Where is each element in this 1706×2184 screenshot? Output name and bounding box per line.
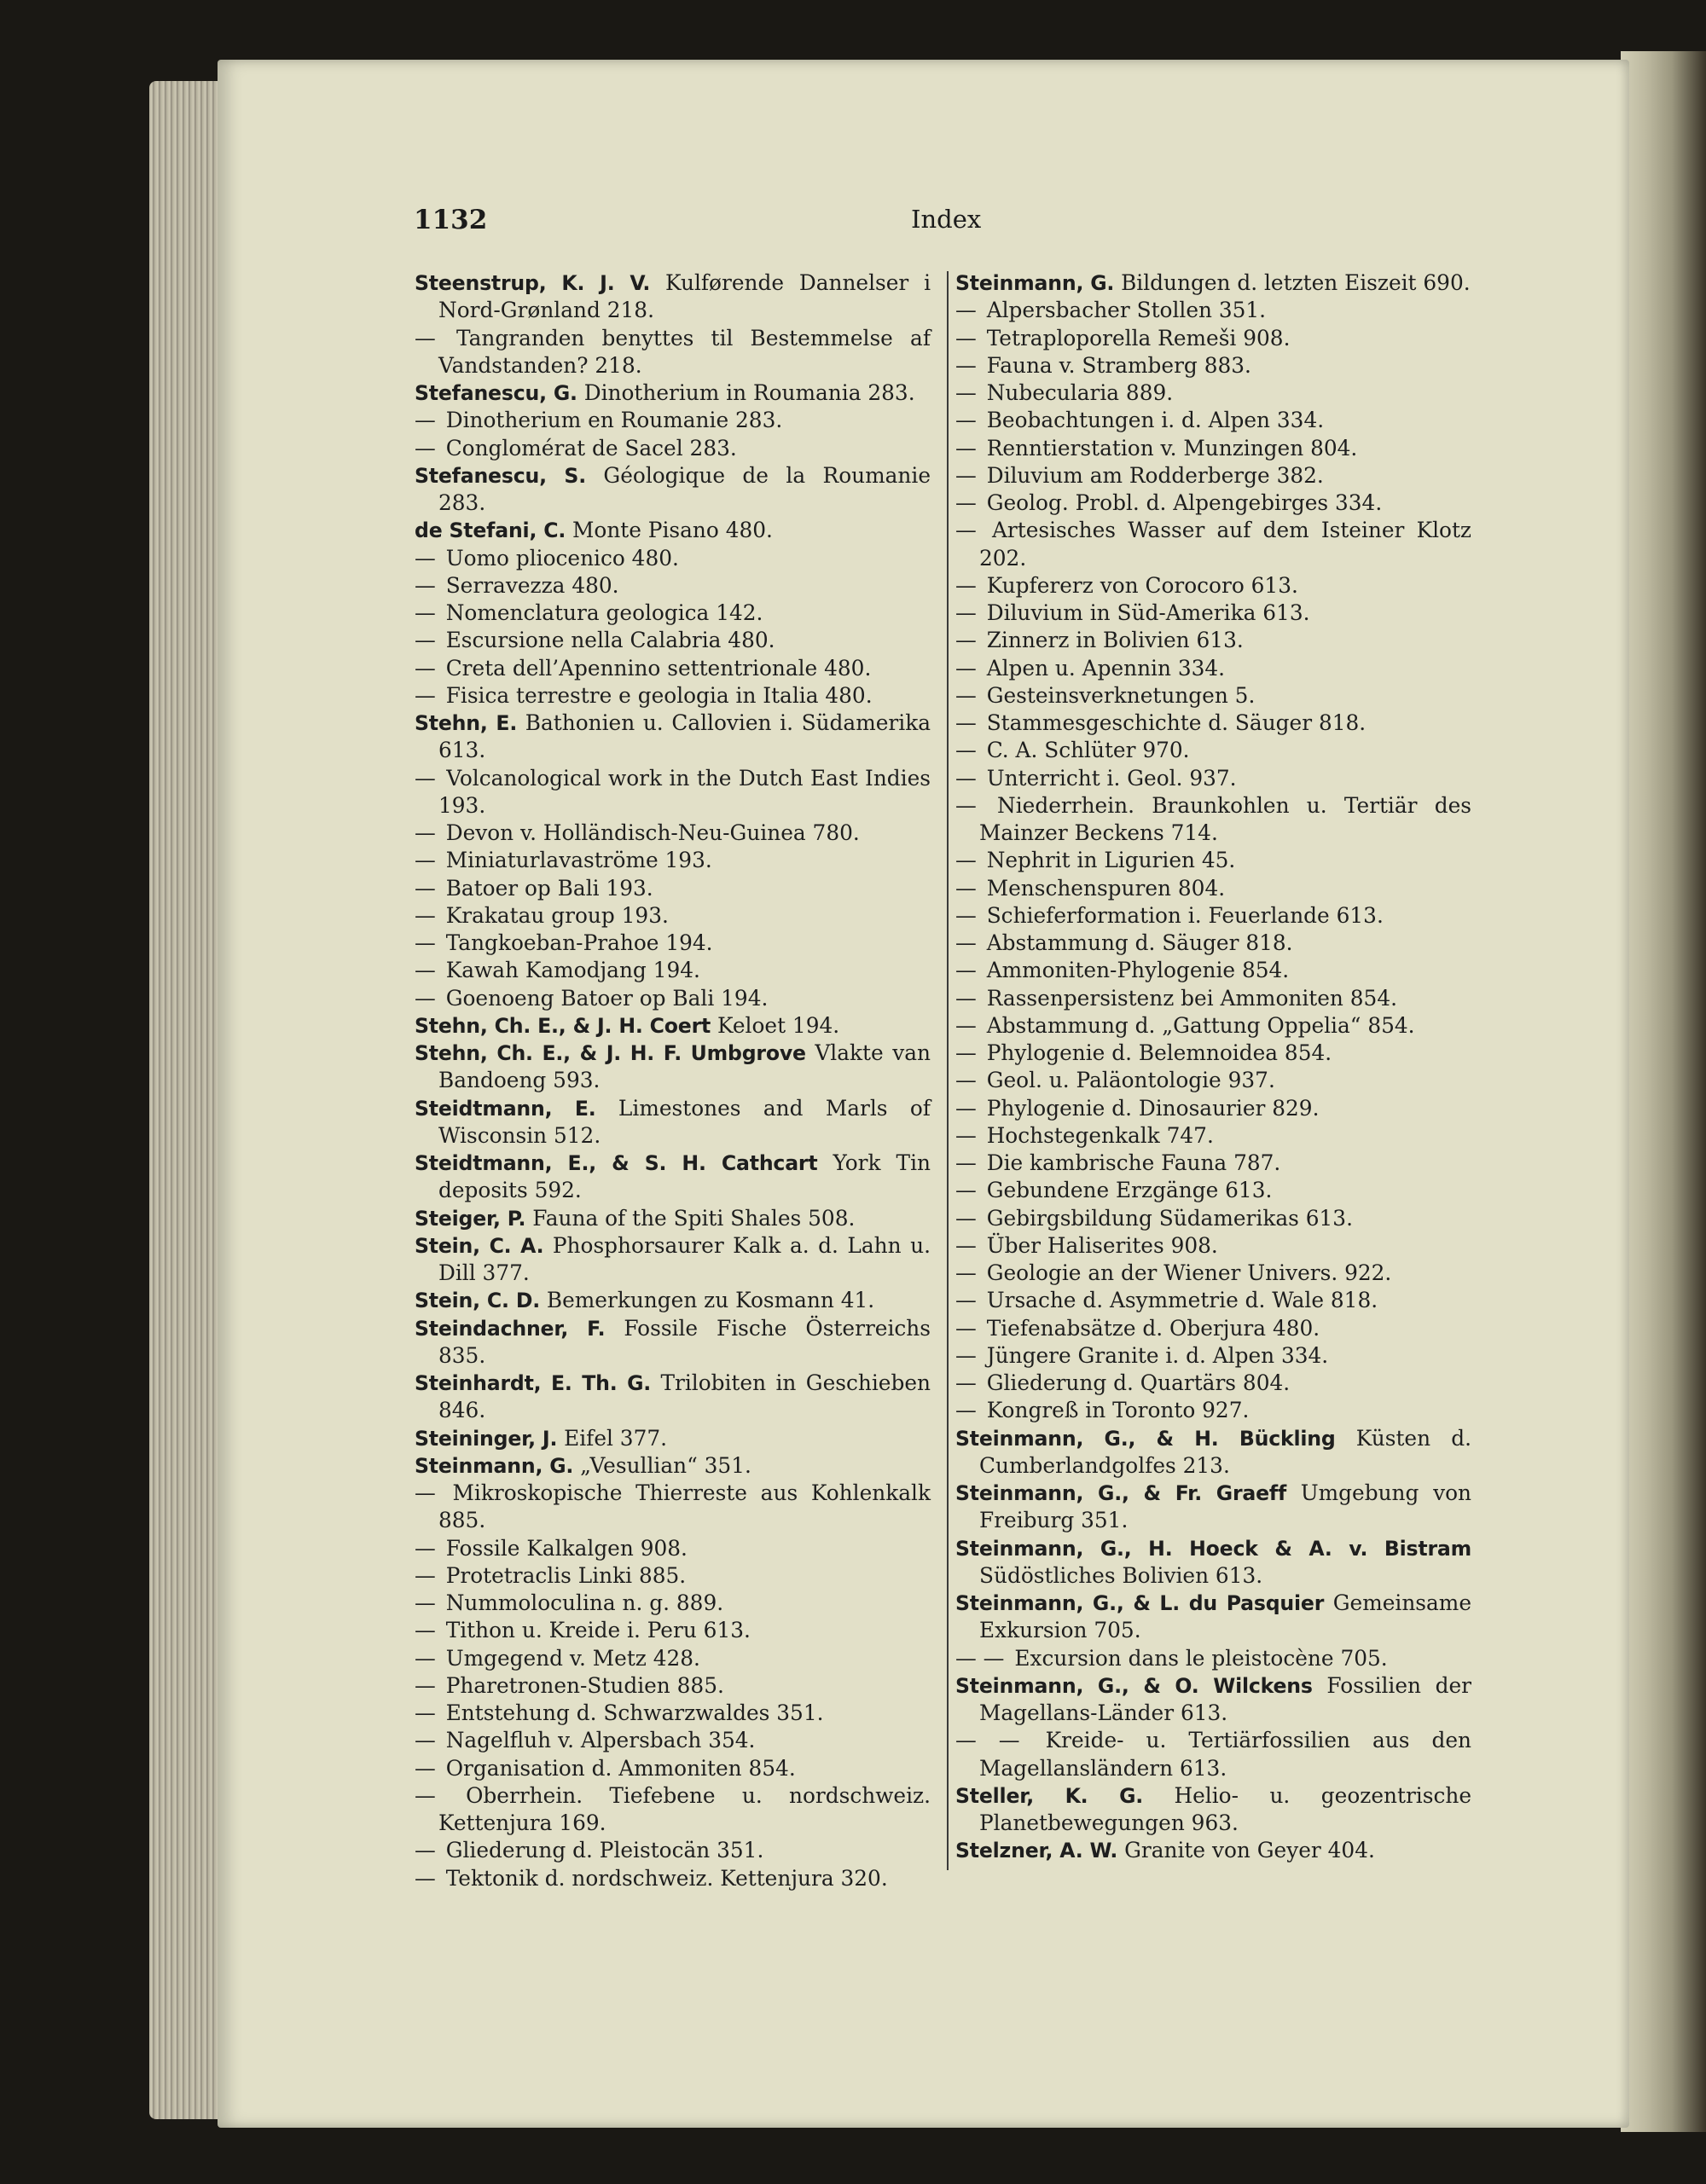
entry-author: Stehn, Ch. E., & J. H. Coert [415, 1013, 711, 1038]
index-entry [955, 600, 1471, 627]
entry-title: Alpersbacher Stollen 351. [986, 298, 1267, 323]
entry-author: Steininger, J. [415, 1426, 558, 1451]
entry-repeat-dash: — [415, 628, 436, 653]
entry-title: Entstehung d. Schwarzwaldes 351. [445, 1700, 824, 1725]
entry-title: Nephrit in Ligurien 45. [986, 848, 1236, 873]
entry-title: Niederrhein. Braunkohlen u. Tertiär des Mainzer Beckens 714. [979, 792, 1471, 845]
entry-author: Stelzner, A. W. [955, 1839, 1118, 1863]
entry-repeat-dash: — [955, 682, 977, 708]
entry-title: Granite von Geyer 404. [1124, 1838, 1375, 1863]
entry-repeat-dash: — [955, 1040, 977, 1065]
entry-title: Gemeinsame Exkursion 705. [979, 1590, 1471, 1643]
entry-author: Steinmann, G. [415, 1453, 574, 1478]
entry-title: Bemerkungen zu Kosmann 41. [546, 1288, 875, 1313]
entry-title: Tangranden benyttes til Bestemmelse af Vandstanden? 218. [438, 325, 931, 378]
index-entry [955, 957, 1471, 984]
entry-repeat-dash: — [955, 435, 977, 461]
entry-repeat-dash: — [955, 1122, 977, 1148]
entry-title: Protetraclis Linki 885. [445, 1562, 687, 1588]
entry-title: „Vesullian“ 351. [580, 1452, 751, 1478]
entry-repeat-dash: — [955, 1068, 977, 1093]
index-entry [955, 297, 1471, 324]
entry-title: Dinotherium in Roumania 283. [583, 380, 915, 405]
entry-repeat-dash: — [955, 875, 977, 901]
entry-author: Stefanescu, G. [415, 381, 577, 405]
index-entry [415, 1837, 931, 1864]
entry-author: Stehn, E. [415, 711, 518, 735]
index-entry [955, 985, 1471, 1012]
entry-title: Phosphorsaurer Kalk a. d. Lahn u. Dill 377. [438, 1232, 931, 1285]
index-entry [955, 765, 1471, 792]
index-entry [955, 1590, 1471, 1645]
index-entry [415, 269, 931, 325]
entry-title: Batoer op Bali 193. [445, 875, 653, 901]
entry-repeat-dash: — [415, 1590, 436, 1615]
index-entry [415, 1480, 931, 1535]
entry-author: Steenstrup, K. J. V. [415, 271, 651, 295]
index-entry [415, 1095, 931, 1150]
index-entry [955, 435, 1471, 462]
index-entry [955, 1177, 1471, 1204]
entry-title: Menschenspuren 804. [986, 875, 1226, 901]
entry-repeat-dash: — — [955, 1728, 1020, 1753]
entry-repeat-dash: — [955, 958, 977, 983]
entry-title: Bathonien u. Callovien i. Südamerika 613. [438, 710, 931, 763]
index-entry [415, 1562, 931, 1590]
entry-repeat-dash: — [415, 325, 436, 350]
entry-title: Artesisches Wasser auf dem Isteiner Klotz 202. [979, 518, 1471, 571]
entry-title: Jüngere Granite i. d. Alpen 334. [986, 1342, 1329, 1368]
entry-repeat-dash: — [955, 1150, 977, 1175]
index-entry [955, 1012, 1471, 1040]
running-header: Index [911, 205, 982, 234]
entry-repeat-dash: — [955, 1012, 977, 1038]
entry-title: Küsten d. Cumberlandgolfes 213. [979, 1425, 1471, 1478]
index-entry [415, 1040, 931, 1095]
index-entry [415, 1617, 931, 1644]
entry-title: Unterricht i. Geol. 937. [986, 765, 1237, 791]
entry-author: Steidtmann, E., & S. H. Cathcart [415, 1151, 818, 1175]
entry-repeat-dash: — [415, 985, 436, 1011]
entry-title: Volcanological work in the Dutch East Indies 193. [438, 765, 931, 818]
column-divider [947, 271, 949, 1870]
entry-repeat-dash: — [955, 380, 977, 405]
index-entry [415, 710, 931, 765]
entry-repeat-dash: — [955, 902, 977, 928]
index-entry [415, 435, 931, 462]
entry-title: Trilobiten in Geschieben 846. [438, 1370, 931, 1423]
entry-repeat-dash: — [955, 462, 977, 488]
entry-repeat-dash: — [955, 352, 977, 378]
entry-repeat-dash: — [415, 600, 436, 625]
index-entry [415, 545, 931, 572]
index-entry [955, 462, 1471, 490]
entry-author: Stein, C. D. [415, 1289, 540, 1313]
index-entry [415, 847, 931, 874]
index-entry [955, 1727, 1471, 1782]
index-entry [415, 1452, 931, 1480]
index-entry [415, 765, 931, 820]
entry-repeat-dash: — [415, 1480, 436, 1505]
entry-repeat-dash: — [955, 765, 977, 791]
entry-title: Goenoeng Batoer op Bali 194. [445, 985, 769, 1011]
index-entry [955, 792, 1471, 848]
entry-title: Helio- u. geozentrische Planetbewegungen 963. [979, 1782, 1471, 1835]
index-entry [415, 820, 931, 847]
index-entry [955, 1342, 1471, 1370]
entry-title: Gliederung d. Quartärs 804. [986, 1370, 1291, 1395]
entry-author: Steinmann, G., & H. Bückling [955, 1426, 1336, 1451]
entry-title: Excursion dans le pleistocène 705. [1014, 1645, 1388, 1671]
entry-repeat-dash: — [955, 1315, 977, 1341]
index-entry [955, 269, 1471, 297]
entry-author: Steidtmann, E. [415, 1096, 596, 1121]
entry-title: C. A. Schlüter 970. [986, 738, 1190, 763]
entry-author: Stein, C. A. [415, 1233, 544, 1258]
index-entry [955, 1645, 1471, 1672]
entry-repeat-dash: — [955, 408, 977, 433]
entry-repeat-dash: — [415, 1618, 436, 1643]
index-entry [415, 1590, 931, 1617]
index-entry [415, 1782, 931, 1838]
index-entry [415, 1150, 931, 1205]
entry-title: Tithon u. Kreide i. Peru 613. [445, 1618, 751, 1643]
entry-repeat-dash: — [955, 600, 977, 625]
index-entry [415, 1370, 931, 1425]
entry-author: Steinhardt, E. Th. G. [415, 1371, 651, 1395]
entry-author: de Stefani, C. [415, 518, 566, 543]
entry-author: Steinmann, G., & L. du Pasquier [955, 1591, 1325, 1615]
index-entry [955, 875, 1471, 902]
entry-title: Pharetronen-Studien 885. [445, 1672, 724, 1698]
entry-title: Conglomérat de Sacel 283. [445, 435, 737, 461]
entry-title: Kreide- u. Tertiärfossilien aus den Magellansländern 613. [979, 1728, 1471, 1781]
entry-title: Nagelfluh v. Alpersbach 354. [445, 1728, 756, 1753]
entry-repeat-dash: — [415, 902, 436, 928]
entry-title: Fauna v. Stramberg 883. [986, 352, 1251, 378]
entry-title: Kupfererz von Corocoro 613. [986, 572, 1298, 598]
index-entry [955, 379, 1471, 407]
entry-repeat-dash: — [955, 848, 977, 873]
entry-title: Miniaturlavaströme 193. [445, 848, 712, 873]
entry-repeat-dash: — [955, 738, 977, 763]
entry-title: Organisation d. Ammoniten 854. [445, 1755, 796, 1781]
entry-author: Steinmann, G., & Fr. Graeff [955, 1481, 1287, 1505]
index-entry [955, 627, 1471, 654]
index-entry [415, 1700, 931, 1727]
index-entry [415, 985, 931, 1012]
entry-author: Steinmann, G., H. Hoeck & A. v. Bistram [955, 1536, 1471, 1561]
entry-title: Fauna of the Spiti Shales 508. [532, 1205, 856, 1231]
entry-title: Dinotherium en Roumanie 283. [445, 408, 783, 433]
entry-repeat-dash: — [955, 628, 977, 653]
entry-repeat-dash: — [955, 1178, 977, 1203]
entry-author: Steinmann, G., & O. Wilckens [955, 1673, 1313, 1698]
index-entry [955, 572, 1471, 600]
entry-title: Phylogenie d. Dinosaurier 829. [986, 1095, 1320, 1121]
entry-title: Limestones and Marls of Wisconsin 512. [438, 1095, 931, 1148]
entry-repeat-dash: — [415, 958, 436, 983]
index-entry [415, 627, 931, 654]
entry-repeat-dash: — [415, 848, 436, 873]
entry-title: Gesteinsverknetungen 5. [986, 682, 1256, 708]
entry-title: Rassenpersistenz bei Ammoniten 854. [986, 985, 1397, 1011]
index-entry [955, 1672, 1471, 1728]
entry-title: Tiefenabsätze d. Oberjura 480. [986, 1315, 1320, 1341]
entry-title: Mikroskopische Thierreste aus Kohlenkalk 885. [438, 1480, 931, 1533]
entry-title: Phylogenie d. Belemnoidea 854. [986, 1040, 1332, 1065]
index-entry [955, 847, 1471, 874]
index-entry [415, 1645, 931, 1672]
entry-title: Die kambrische Fauna 787. [986, 1150, 1281, 1175]
entry-repeat-dash: — [955, 325, 977, 350]
entry-repeat-dash: — [955, 985, 977, 1011]
entry-repeat-dash: — [415, 820, 436, 845]
entry-title: Alpen u. Apennin 334. [986, 655, 1226, 681]
entry-title: Bildungen d. letzten Eiszeit 690. [1121, 270, 1471, 295]
entry-repeat-dash: — [415, 655, 436, 681]
entry-repeat-dash: — [955, 1232, 977, 1258]
index-entry [415, 902, 931, 930]
entry-repeat-dash: — [955, 792, 977, 818]
entry-title: Devon v. Holländisch-Neu-Guinea 780. [445, 820, 860, 845]
entry-title: Südöstliches Bolivien 613. [979, 1562, 1263, 1588]
index-entry [955, 1837, 1471, 1864]
entry-repeat-dash: — [415, 545, 436, 571]
entry-title: Geol. u. Paläontologie 937. [986, 1068, 1275, 1093]
index-entry [955, 1150, 1471, 1177]
entry-repeat-dash: — [415, 408, 436, 433]
index-entry [415, 1865, 931, 1892]
index-entry [955, 325, 1471, 352]
entry-repeat-dash: — [955, 1095, 977, 1121]
entry-author: Stehn, Ch. E., & J. H. F. Umbgrove [415, 1041, 806, 1065]
index-entry [955, 737, 1471, 764]
entry-title: Kongreß in Toronto 927. [986, 1398, 1250, 1423]
entry-repeat-dash: — [955, 930, 977, 955]
index-entry [955, 1040, 1471, 1067]
index-entry [415, 1287, 931, 1314]
entry-repeat-dash: — [955, 572, 977, 598]
entry-repeat-dash: — [415, 1645, 436, 1671]
index-entry [955, 1232, 1471, 1260]
index-entry [955, 1067, 1471, 1094]
entry-repeat-dash: — [415, 1535, 436, 1561]
entry-title: Uomo pliocenico 480. [445, 545, 679, 571]
index-entry [415, 572, 931, 600]
index-entry [955, 902, 1471, 930]
index-entry [955, 1425, 1471, 1480]
entry-title: Gebirgsbildung Südamerikas 613. [986, 1205, 1353, 1231]
entry-repeat-dash: — [415, 1700, 436, 1725]
entry-repeat-dash: — [955, 1342, 977, 1368]
entry-repeat-dash: — [415, 875, 436, 901]
entry-title: Umgegend v. Metz 428. [445, 1645, 700, 1671]
entry-title: Kawah Kamodjang 194. [445, 958, 700, 983]
entry-author: Steller, K. G. [955, 1783, 1143, 1808]
entry-title: Nummoloculina n. g. 889. [445, 1590, 724, 1615]
entry-title: Serravezza 480. [445, 572, 619, 598]
index-entry [415, 1012, 931, 1040]
index-entry [955, 407, 1471, 434]
entry-title: Géologique de la Roumanie 283. [438, 462, 931, 515]
entry-repeat-dash: — [415, 1865, 436, 1891]
entry-author: Steiger, P. [415, 1206, 526, 1231]
index-entry [955, 1370, 1471, 1397]
entry-title: Umgebung von Freiburg 351. [979, 1480, 1471, 1533]
entry-repeat-dash: — [955, 490, 977, 515]
entry-title: Escursione nella Calabria 480. [445, 628, 775, 653]
entry-repeat-dash: — [415, 435, 436, 461]
entry-repeat-dash: — [415, 682, 436, 708]
entry-repeat-dash: — [955, 1205, 977, 1231]
entry-title: Geolog. Probl. d. Alpengebirges 334. [986, 490, 1383, 515]
entry-repeat-dash: — [415, 765, 436, 791]
entry-title: Geologie an der Wiener Univers. 922. [986, 1260, 1392, 1285]
entry-repeat-dash: — [415, 930, 436, 955]
index-entry [955, 1260, 1471, 1287]
entry-title: Fisica terrestre e geologia in Italia 480. [445, 682, 873, 708]
index-entry [415, 517, 931, 544]
entry-title: Gliederung d. Pleistocän 351. [445, 1838, 764, 1863]
book-gutter [1621, 51, 1706, 2132]
index-entry [415, 1315, 931, 1370]
index-entry [415, 930, 931, 957]
index-entry [415, 1205, 931, 1232]
entry-repeat-dash: — [415, 1728, 436, 1753]
entry-title: Fossile Kalkalgen 908. [445, 1535, 688, 1561]
entry-repeat-dash: — [955, 298, 977, 323]
index-entry [415, 379, 931, 407]
entry-title: Vlakte van Bandoeng 593. [438, 1040, 931, 1093]
entry-title: Schieferformation i. Feuerlande 613. [986, 902, 1384, 928]
index-column-left [415, 269, 931, 1892]
index-entry [955, 490, 1471, 517]
entry-title: Oberrhein. Tiefebene u. nordschweiz. Kettenjura 169. [438, 1782, 931, 1835]
entry-repeat-dash: — [955, 1398, 977, 1423]
entry-title: Tangkoeban-Prahoe 194. [445, 930, 713, 955]
index-entry [415, 325, 931, 380]
entry-title: Zinnerz in Bolivien 613. [986, 628, 1244, 653]
entry-repeat-dash: — [955, 710, 977, 735]
entry-author: Stefanescu, S. [415, 463, 586, 488]
index-entry [955, 1315, 1471, 1342]
entry-title: Stammesgeschichte d. Säuger 818. [986, 710, 1367, 735]
index-entry [955, 1122, 1471, 1150]
index-entry [415, 407, 931, 434]
index-entry [415, 1727, 931, 1754]
index-entry [955, 1535, 1471, 1590]
entry-title: Fossile Fische Österreichs 835. [438, 1315, 931, 1368]
entry-repeat-dash: — [955, 518, 977, 543]
index-column-right [955, 269, 1471, 1865]
entry-title: Kulførende Dannelser i Nord-Grønland 218. [438, 270, 931, 323]
index-entry [415, 1232, 931, 1288]
entry-repeat-dash: — [415, 1562, 436, 1588]
entry-title: Monte Pisano 480. [572, 518, 773, 543]
index-entry [415, 1425, 931, 1452]
entry-title: Krakatau group 193. [445, 902, 669, 928]
entry-title: Nomenclatura geologica 142. [445, 600, 763, 625]
entry-title: Über Haliserites 908. [986, 1232, 1218, 1258]
index-entry [415, 1535, 931, 1562]
index-entry [955, 1480, 1471, 1535]
index-entry [415, 682, 931, 710]
entry-author: Steindachner, F. [415, 1316, 606, 1341]
index-entry [415, 655, 931, 682]
entry-title: Creta dell’Apennino settentrionale 480. [445, 655, 872, 681]
entry-title: Eifel 377. [564, 1425, 668, 1451]
entry-repeat-dash: — [955, 1288, 977, 1313]
index-entry [955, 1095, 1471, 1122]
entry-title: Abstammung d. Säuger 818. [986, 930, 1293, 955]
index-entry [415, 1755, 931, 1782]
entry-title: Gebundene Erzgänge 613. [986, 1178, 1273, 1203]
index-entry [415, 957, 931, 984]
index-entry [415, 1672, 931, 1700]
entry-title: Abstammung d. „Gattung Oppelia“ 854. [986, 1012, 1415, 1038]
index-entry [955, 710, 1471, 737]
entry-title: Hochstegenkalk 747. [986, 1122, 1214, 1148]
index-entry [415, 875, 931, 902]
entry-title: Tektonik d. nordschweiz. Kettenjura 320. [445, 1865, 888, 1891]
entry-repeat-dash: — [955, 655, 977, 681]
entry-repeat-dash: — [415, 1838, 436, 1863]
entry-title: Renntierstation v. Munzingen 804. [986, 435, 1358, 461]
index-entry [955, 1287, 1471, 1314]
entry-title: Tetraploporella Remeši 908. [986, 325, 1291, 350]
entry-repeat-dash: — [415, 1782, 436, 1808]
index-entry [955, 352, 1471, 379]
entry-repeat-dash: — [415, 572, 436, 598]
entry-title: York Tin deposits 592. [438, 1150, 931, 1203]
entry-title: Keloet 194. [717, 1012, 840, 1038]
index-entry [955, 682, 1471, 710]
entry-title: Diluvium am Rodderberge 382. [986, 462, 1324, 488]
page-number: 1132 [414, 205, 488, 235]
index-entry [955, 1205, 1471, 1232]
entry-title: Ursache d. Asymmetrie d. Wale 818. [986, 1288, 1378, 1313]
index-entry [415, 462, 931, 518]
index-entry [955, 517, 1471, 572]
entry-title: Beobachtungen i. d. Alpen 334. [986, 408, 1325, 433]
index-entry [955, 1397, 1471, 1424]
entry-repeat-dash: — [955, 1260, 977, 1285]
entry-repeat-dash: — — [955, 1645, 1005, 1671]
entry-title: Ammoniten-Phylogenie 854. [986, 958, 1290, 983]
entry-title: Fossilien der Magellans-Länder 613. [979, 1672, 1471, 1725]
index-entry [955, 930, 1471, 957]
entry-author: Steinmann, G. [955, 271, 1115, 295]
entry-title: Nubecularia 889. [986, 380, 1174, 405]
entry-repeat-dash: — [415, 1755, 436, 1781]
index-entry [955, 1782, 1471, 1838]
entry-title: Diluvium in Süd-Amerika 613. [986, 600, 1310, 625]
entry-repeat-dash: — [415, 1672, 436, 1698]
entry-repeat-dash: — [955, 1370, 977, 1395]
index-entry [955, 655, 1471, 682]
index-entry [415, 600, 931, 627]
